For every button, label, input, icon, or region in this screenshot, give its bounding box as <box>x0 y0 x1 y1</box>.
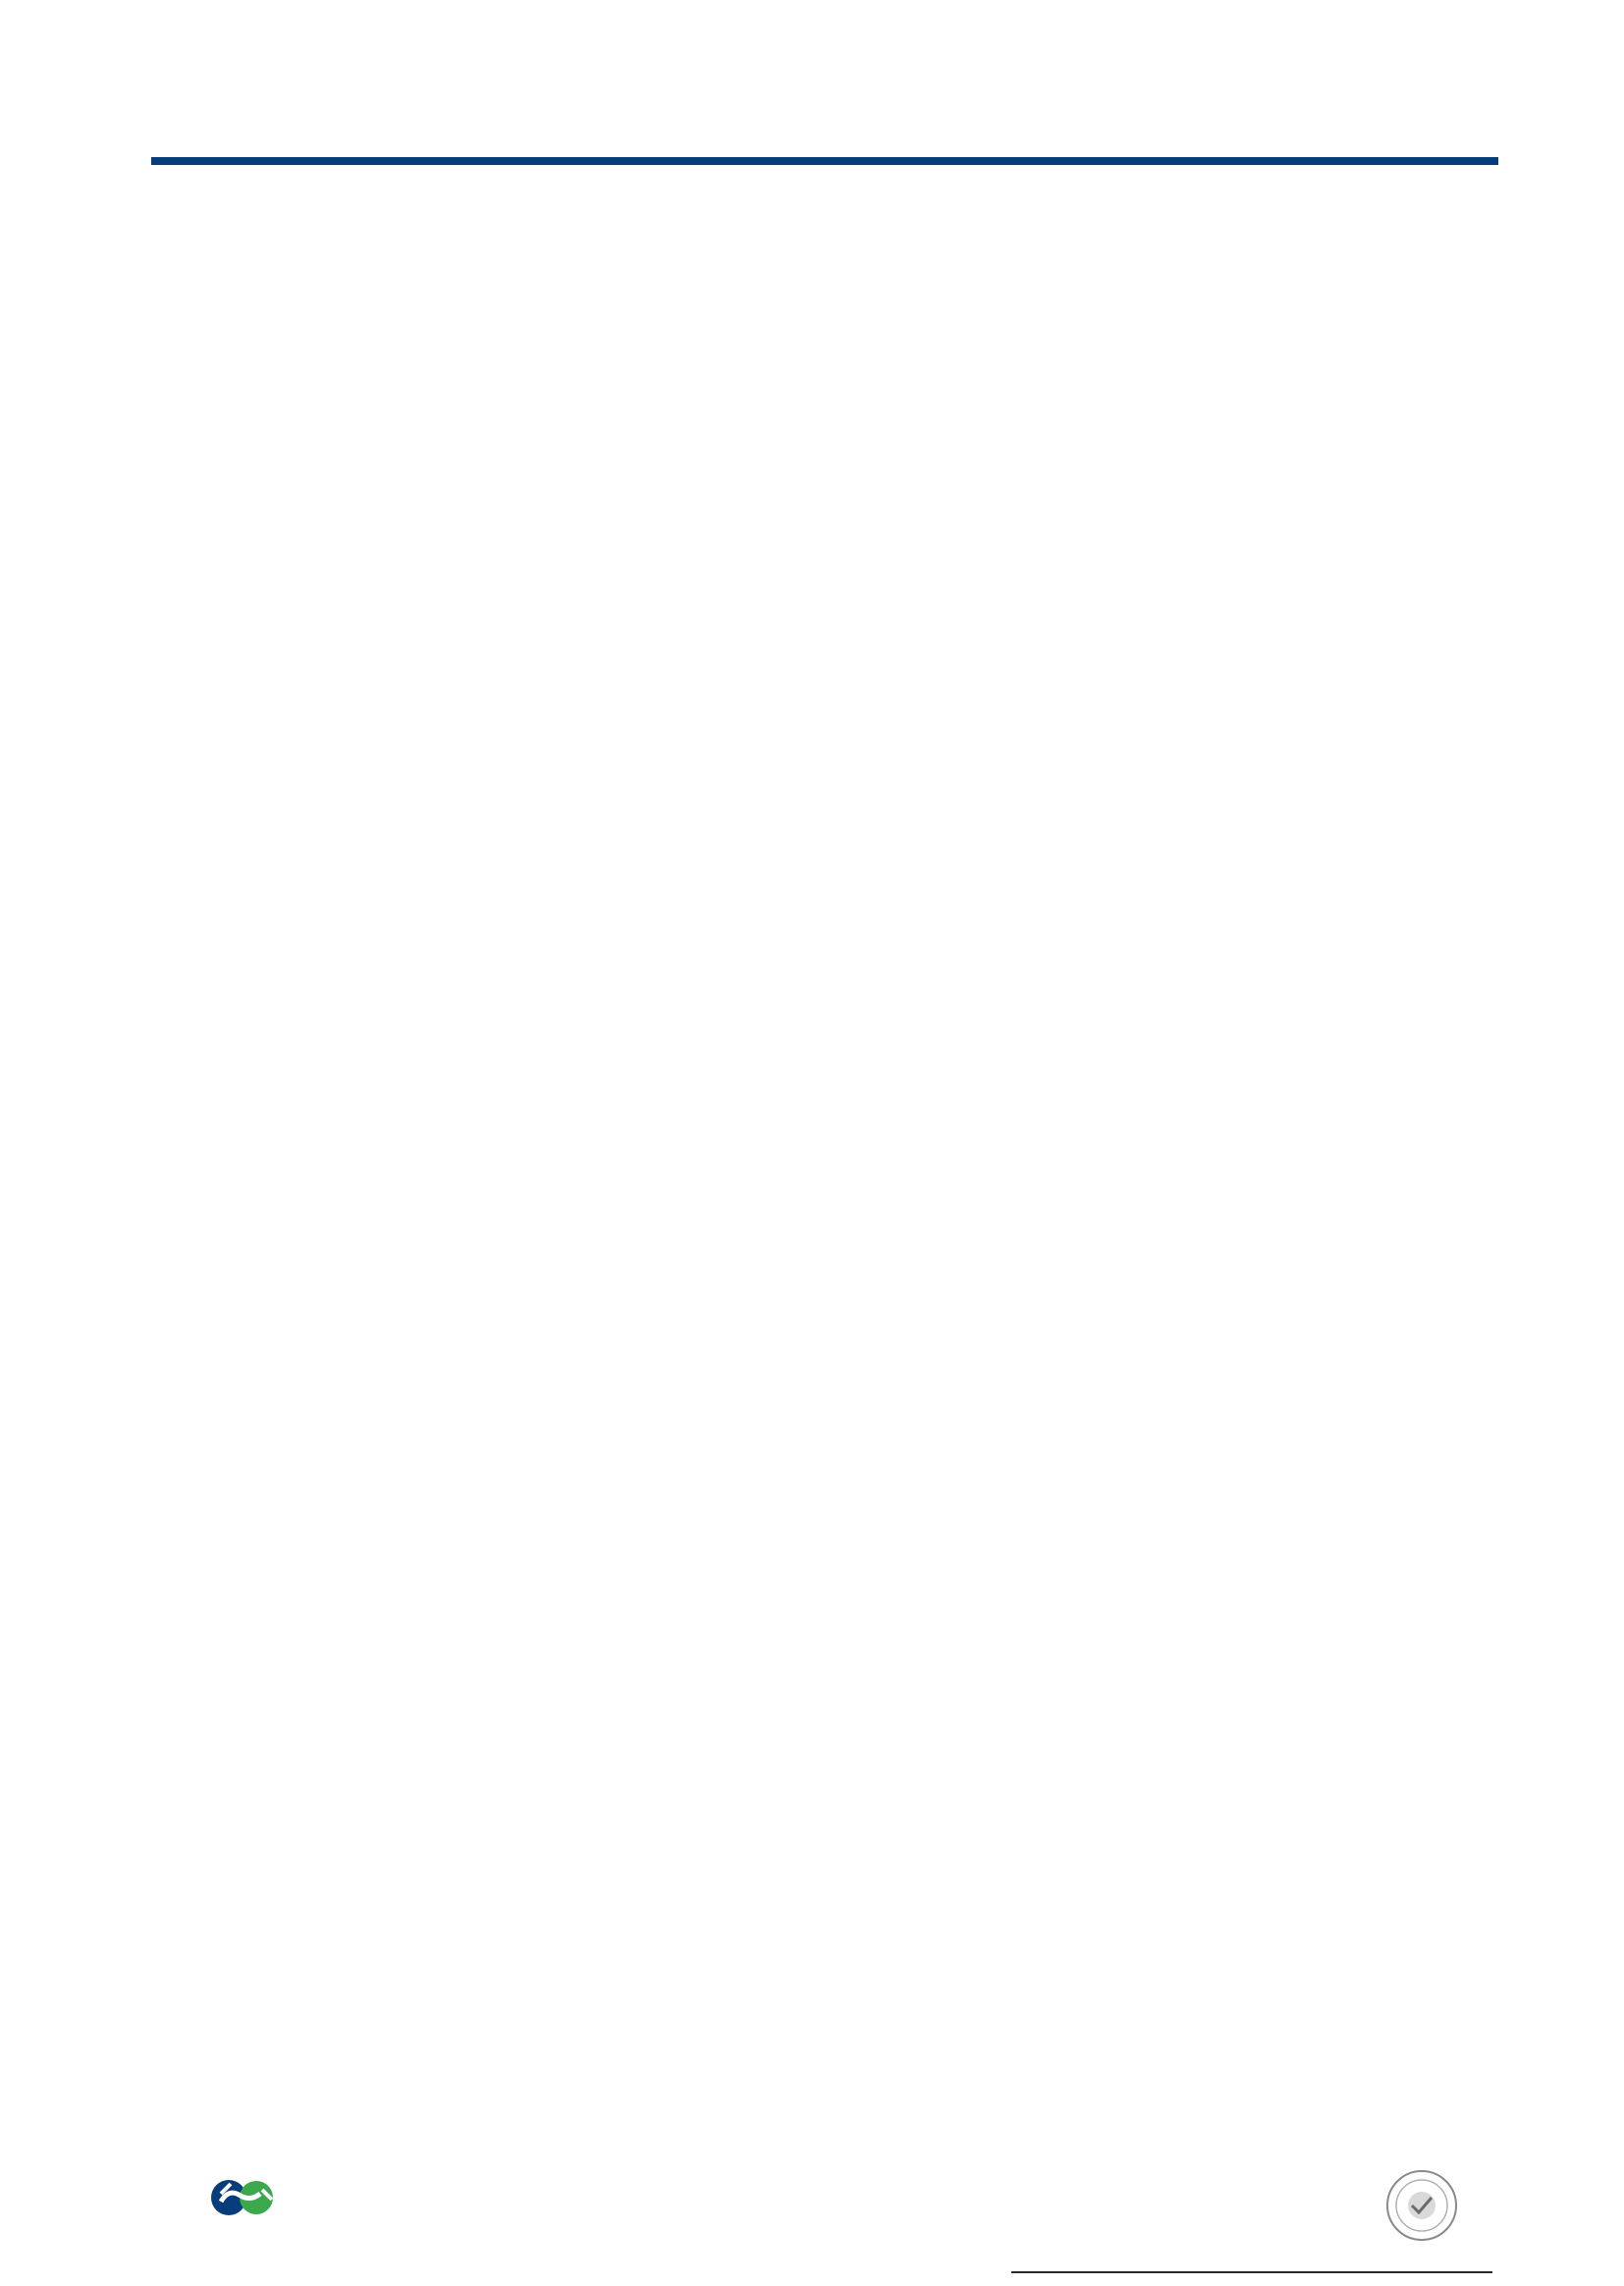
tagline-divider <box>1011 2271 1492 2273</box>
certification-seal-icon <box>1384 2168 1459 2243</box>
assimoco-logo <box>203 2164 675 2233</box>
section-banner <box>151 157 1498 165</box>
document-body <box>155 153 1494 200</box>
cooperative-hands-icon <box>205 2174 286 2227</box>
